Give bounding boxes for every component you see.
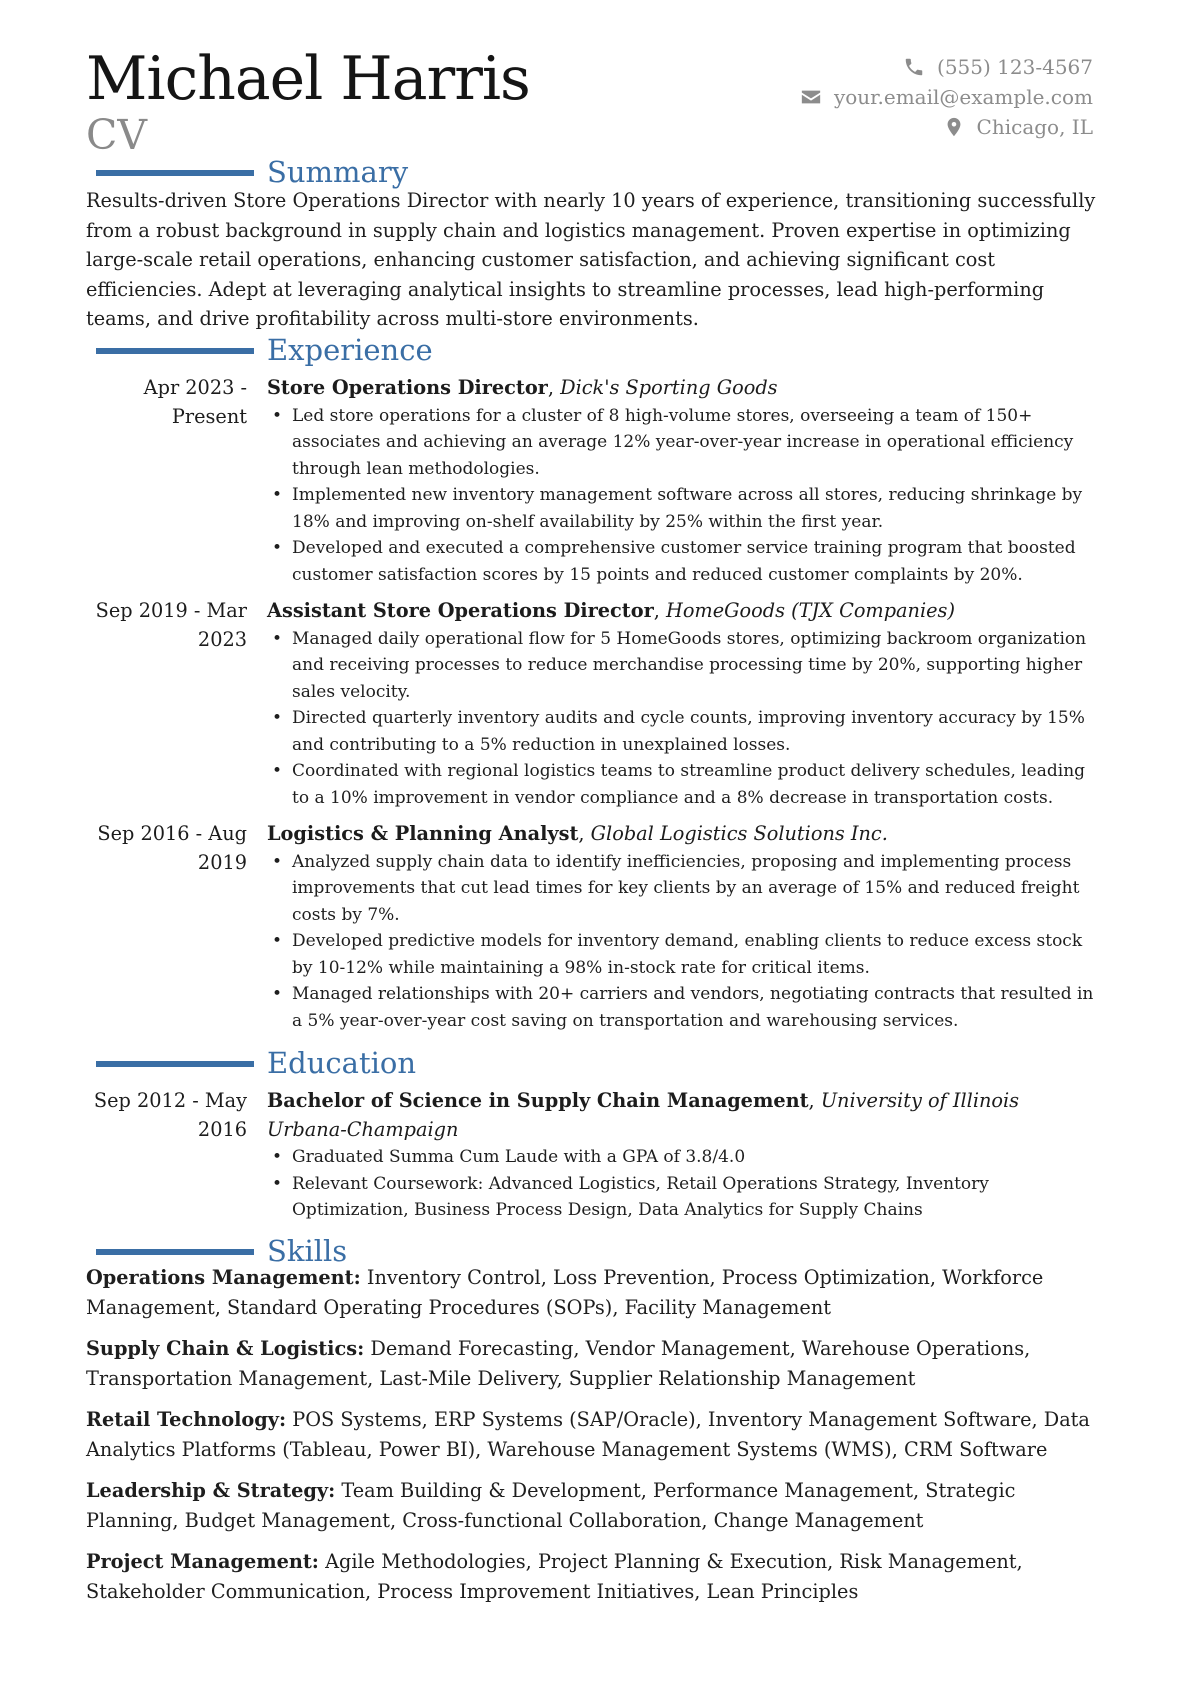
entry-date — [86, 1087, 247, 1144]
job-title: Store Operations Director — [267, 376, 548, 399]
skill-category: Leadership & Strategy: — [86, 1479, 336, 1502]
date-end: Present — [171, 404, 247, 428]
entry-body — [267, 820, 1097, 1034]
achievement-list — [267, 403, 1097, 589]
skill-items: POS Systems, ERP Systems (SAP/Oracle), Inventory Management Software, Data Analytics Platforms (Tableau, Power BI), Warehouse Management Systems (WMS), CRM Software — [86, 1408, 1090, 1461]
phone-row — [800, 52, 1093, 82]
institution: University of Illinois Urbana-Champaign — [267, 1089, 1020, 1141]
envelope-icon — [800, 86, 822, 108]
entry-heading: Assistant Store Operations Director, HomeGoods (TJX Companies) — [267, 599, 955, 622]
entry-body — [267, 597, 1097, 811]
job-title: Assistant Store Operations Director — [267, 599, 654, 622]
entry-body — [267, 1087, 1097, 1224]
employer: HomeGoods (TJX Companies) — [666, 599, 955, 622]
date-end: 2023 — [197, 627, 247, 651]
list-item: • Managed relationships with 20+ carriers and vendors, negotiating contracts that resulted in a 5% year-over-year cost saving on transportation and warehousing services. — [267, 981, 1097, 1034]
skill-group — [86, 1405, 1110, 1464]
entry-date — [86, 597, 247, 654]
section-accent-bar — [96, 170, 254, 176]
location-text: Chicago, IL — [976, 115, 1093, 139]
employer: Dick's Sporting Goods — [560, 376, 778, 399]
entry-heading: Bachelor of Science in Supply Chain Management, University of Illinois Urbana-Champaign — [267, 1089, 1020, 1141]
list-item: • Directed quarterly inventory audits and cycle counts, improving inventory accuracy by 15% and contributing to a 5% reduction in unexplained losses. — [267, 705, 1097, 758]
skill-category: Operations Management: — [86, 1266, 361, 1289]
skill-group — [86, 1476, 1110, 1535]
list-item: • Coordinated with regional logistics teams to streamline product delivery schedules, leading to a 10% improvement in vendor compliance and a 8% decrease in transportation costs. — [267, 758, 1097, 811]
skill-items: Agile Methodologies, Project Planning & Execution, Risk Management, Stakeholder Communication, Process Improvement Initiatives, Lean Principles — [86, 1550, 1023, 1603]
list-item: • Relevant Coursework: Advanced Logistics, Retail Operations Strategy, Inventory Optimization, Business Process Design, Data Analytics for Supply Chains — [267, 1171, 1097, 1224]
skill-items: Demand Forecasting, Vendor Management, Warehouse Operations, Transportation Management, Last-Mile Delivery, Supplier Relationship Management — [86, 1337, 1031, 1390]
list-item: • Developed and executed a comprehensive customer service training program that boosted customer satisfaction scores by 15 points and reduced customer complaints by 20%. — [267, 535, 1097, 588]
date-start: Sep 2016 - Aug — [97, 822, 247, 845]
location-row — [800, 112, 1093, 142]
section-accent-bar — [96, 1249, 254, 1255]
list-item: • Led store operations for a cluster of 8 high-volume stores, overseeing a team of 150+ associates and achieving an average 12% year-over-year increase in operational efficiency through lean methodologies. — [267, 403, 1097, 483]
skill-category: Supply Chain & Logistics: — [86, 1337, 365, 1360]
section-accent-bar — [96, 1061, 254, 1067]
document-subtitle: CV — [86, 111, 147, 159]
list-item: • Developed predictive models for inventory demand, enabling clients to reduce excess stock by 10-12% while maintaining a 98% in-stock rate for critical items. — [267, 928, 1097, 981]
entry-body — [267, 374, 1097, 588]
skill-category: Retail Technology: — [86, 1408, 287, 1431]
section-title-skills: Skills — [267, 1234, 348, 1268]
section-title-education: Education — [267, 1046, 417, 1080]
map-pin-icon — [943, 116, 965, 138]
skills-list — [86, 1263, 1110, 1618]
skill-group — [86, 1547, 1110, 1606]
section-experience-header — [96, 332, 1096, 368]
employer: Global Logistics Solutions Inc. — [590, 822, 888, 845]
achievement-list — [267, 849, 1097, 1035]
skill-items: Team Building & Development, Performance Management, Strategic Planning, Budget Management, Cross-functional Collaboration, Change Management — [86, 1479, 1016, 1532]
phone-number[interactable]: (555) 123-4567 — [937, 55, 1093, 79]
section-summary-header — [96, 154, 1096, 190]
entry-date — [86, 374, 247, 431]
entry-heading: Logistics & Planning Analyst, Global Logistics Solutions Inc. — [267, 822, 888, 845]
section-title-experience: Experience — [267, 333, 433, 367]
skill-items: Inventory Control, Loss Prevention, Process Optimization, Workforce Management, Standard Operating Procedures (SOPs), Facility Management — [86, 1266, 1044, 1319]
degree-title: Bachelor of Science in Supply Chain Management — [267, 1089, 809, 1112]
achievement-list — [267, 626, 1097, 812]
list-item: • Graduated Summa Cum Laude with a GPA of 3.8/4.0 — [267, 1144, 1097, 1171]
date-start: Apr 2023 - — [143, 376, 247, 399]
section-title-summary: Summary — [267, 155, 409, 189]
contact-info — [800, 52, 1093, 142]
phone-icon — [903, 56, 925, 78]
date-end: 2019 — [197, 850, 247, 874]
skill-category: Project Management: — [86, 1550, 319, 1573]
list-item: • Managed daily operational flow for 5 HomeGoods stores, optimizing backroom organization and receiving processes to reduce merchandise processing time by 20%, supporting higher sales velocity. — [267, 626, 1097, 706]
date-end: 2016 — [197, 1117, 247, 1141]
job-title: Logistics & Planning Analyst — [267, 822, 579, 845]
list-item: • Analyzed supply chain data to identify inefficiencies, proposing and implementing process improvements that cut lead times for key clients by an average of 15% and reduced freight costs by 7%. — [267, 849, 1097, 929]
date-start: Sep 2019 - Mar — [95, 599, 247, 622]
section-accent-bar — [96, 348, 254, 354]
list-item: • Implemented new inventory management software across all stores, reducing shrinkage by 18% and improving on-shelf availability by 25% within the first year. — [267, 482, 1097, 535]
summary-text: Results-driven Store Operations Director with nearly 10 years of experience, transitioning successfully from a robust background in supply chain and logistics management. Proven expertise in optimizing large-scale retail operations, enhancing customer satisfaction, and achieving significant cost efficiencies. Adept at leveraging analytical insights to streamline processes, lead high-performing teams, and drive profitability across multi-store environments. — [86, 189, 1096, 330]
candidate-name: Michael Harris — [86, 44, 530, 114]
date-start: Sep 2012 - May — [93, 1089, 247, 1112]
skill-group — [86, 1334, 1110, 1393]
entry-heading: Store Operations Director, Dick's Sporting Goods — [267, 376, 778, 399]
email-address[interactable]: your.email@example.com — [833, 85, 1093, 109]
education-details — [267, 1144, 1097, 1224]
section-education-header — [96, 1045, 1096, 1081]
entry-date — [86, 820, 247, 877]
email-row — [800, 82, 1093, 112]
skill-group — [86, 1263, 1110, 1322]
